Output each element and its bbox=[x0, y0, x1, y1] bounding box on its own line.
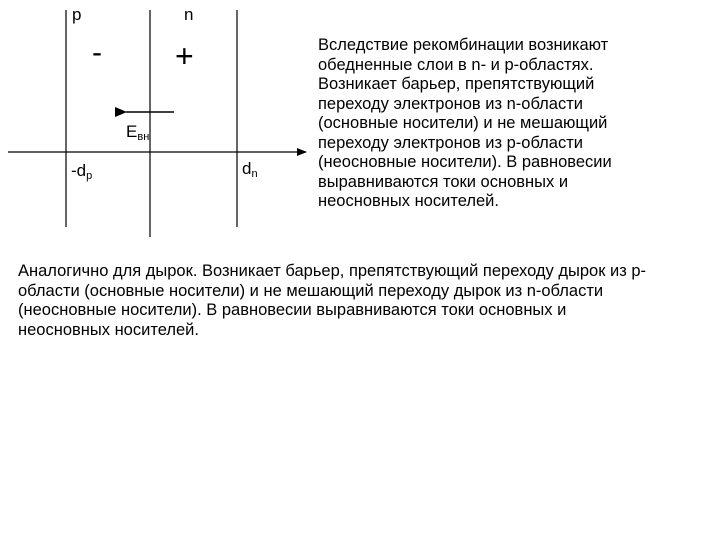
side-explanation-text: Вследствие рекомбинации возникают обедненные слои в n- и p-областях. Возникает барьер, препятствующий переходу электронов из n-области (основные носители) и не мешающий переходу электронов из p-области (неосновные носители). В равновесии выравниваются токи основных и неосновных носителей. bbox=[318, 36, 612, 210]
p-region-label: p bbox=[72, 5, 82, 24]
n-region-label: n bbox=[184, 5, 194, 24]
left-boundary-subscript: p bbox=[86, 170, 93, 182]
field-symbol: E bbox=[126, 122, 138, 141]
right-boundary-label bbox=[242, 160, 258, 180]
left-boundary-symbol: -d bbox=[71, 161, 87, 180]
left-boundary-label bbox=[71, 162, 92, 182]
right-boundary-symbol: d bbox=[242, 159, 252, 178]
right-boundary-subscript: n bbox=[251, 168, 258, 180]
bottom-paragraph: Аналогично для дырок. Возникает барьер, препятствующий переходу дырок из p- области (основные носители) и не мешающий переходу дырок из n-области (неосновные носители). В равновесии выравниваются токи основных и неосновных носителей. bbox=[18, 262, 647, 339]
field-label bbox=[126, 123, 149, 143]
negative-charge-sign: - bbox=[92, 36, 102, 69]
field-subscript: вн bbox=[137, 131, 150, 143]
positive-charge-sign: + bbox=[175, 38, 194, 74]
